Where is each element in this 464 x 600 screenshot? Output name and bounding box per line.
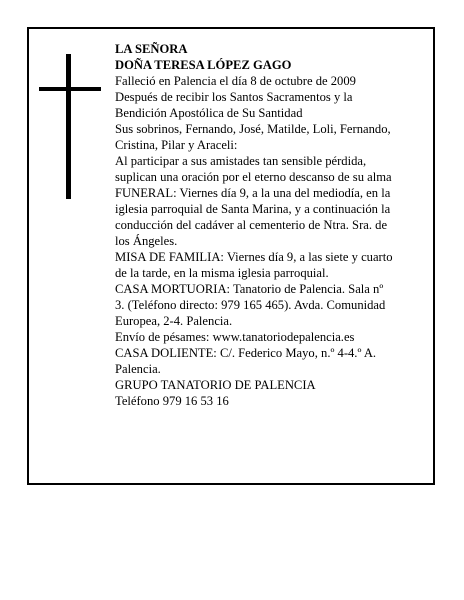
text-line: Al participar a sus amistades tan sensible pérdida, xyxy=(115,154,367,168)
cross-horizontal-bar xyxy=(39,87,101,91)
text-line: Palencia. xyxy=(115,362,161,376)
text-line: Teléfono 979 16 53 16 xyxy=(115,394,229,408)
text-line: iglesia parroquial de Santa Marina, y a continuación la xyxy=(115,202,391,216)
condolences-link-line: Envío de pésames: www.tanatoriodepalencia.es xyxy=(115,330,355,344)
text-line: MISA DE FAMILIA: Viernes día 9, a las siete y cuarto xyxy=(115,250,393,264)
text-line: 3. (Teléfono directo: 979 165 465). Avda. Comunidad xyxy=(115,298,386,312)
text-line: Sus sobrinos, Fernando, José, Matilde, Loli, Fernando, xyxy=(115,122,391,136)
text-line: CASA DOLIENTE: C/. Federico Mayo, n.º 4-4.º A. xyxy=(115,346,377,360)
latin-cross-icon xyxy=(39,54,101,199)
text-line: Cristina, Pilar y Araceli: xyxy=(115,138,238,152)
text-line: Falleció en Palencia el día 8 de octubre de 2009 xyxy=(115,74,356,88)
text-line: CASA MORTUORIA: Tanatorio de Palencia. Sala nº xyxy=(115,282,384,296)
obituary-frame xyxy=(27,27,435,485)
text-line: conducción del cadáver al cementerio de Ntra. Sra. de xyxy=(115,218,388,232)
text-line: los Ángeles. xyxy=(115,234,178,248)
text-line: Bendición Apostólica de Su Santidad xyxy=(115,106,303,120)
text-line: Después de recibir los Santos Sacramentos y la xyxy=(115,90,353,104)
title-line-1: LA SEÑORA xyxy=(115,42,188,56)
text-line: suplican una oración por el eterno descanso de su alma xyxy=(115,170,392,184)
cross-vertical-bar xyxy=(66,54,71,199)
text-line: Europea, 2-4. Palencia. xyxy=(115,314,233,328)
deceased-name: DOÑA TERESA LÓPEZ GAGO xyxy=(115,58,292,72)
text-line: de la tarde, en la misma iglesia parroquial. xyxy=(115,266,329,280)
text-line: FUNERAL: Viernes día 9, a la una del mediodía, en la xyxy=(115,186,391,200)
obituary-text xyxy=(115,41,427,409)
text-line: GRUPO TANATORIO DE PALENCIA xyxy=(115,378,316,392)
